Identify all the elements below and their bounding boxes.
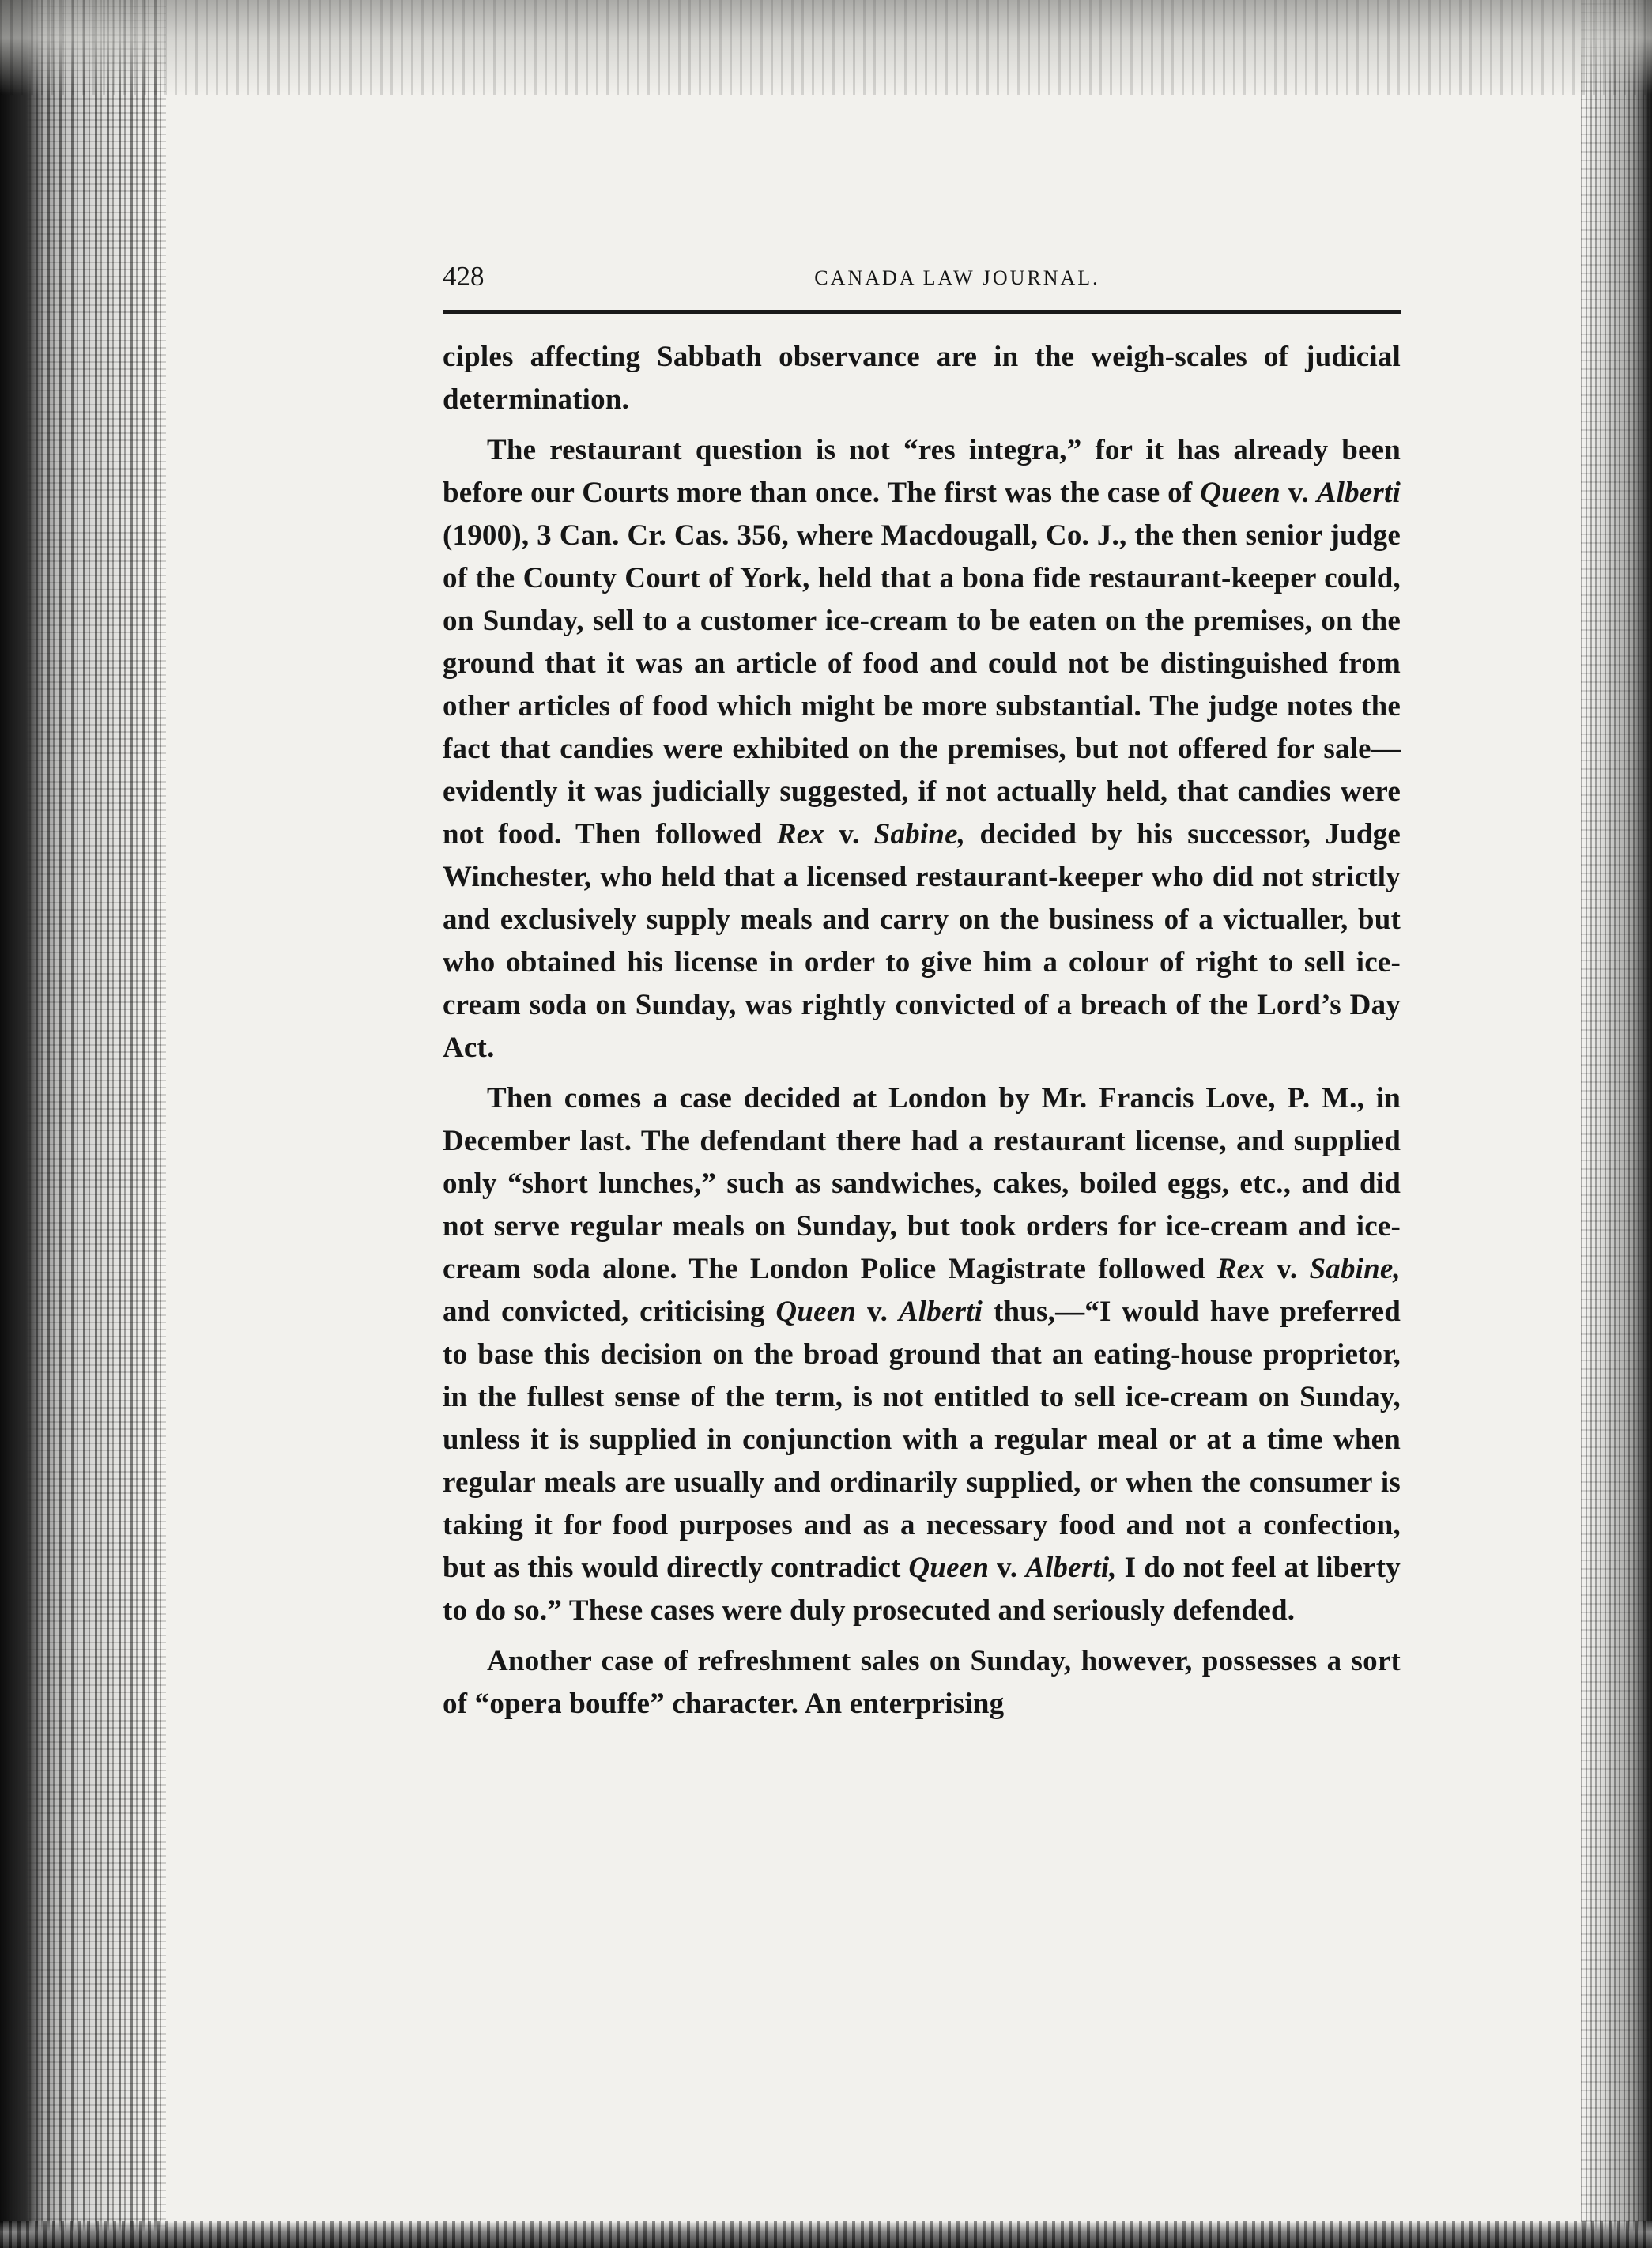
scan-edge-left-shadow [0, 0, 43, 2248]
case-name-sabine: Sabine, [873, 818, 966, 851]
p2-text-1: The restaurant question is not “res integra,” for it has already been before our Courts more than once. The first was the case of [443, 434, 1401, 509]
p2-text-3: (1900), 3 Can. Cr. Cas. 356, where Macdougall, Co. J., the then senior judge of the County Court of York, held that a bona fide restaurant-keeper could, on Sunday, sell to a customer ice-cream to be eaten on the premises, on the ground that it was an article of food and could not be distinguished from other articles of food which might be more substantial. The judge notes the fact that candies were exhibited on the premises, but not offered for sale—evidently it was judicially suggested, if not actually held, that candies were not food. Then followed [443, 519, 1401, 851]
p3-text-6: v. [989, 1552, 1026, 1584]
p3-text-4: v. [856, 1296, 899, 1328]
scan-edge-right-shadow [1635, 0, 1652, 2248]
case-name-rex: Rex [776, 818, 825, 851]
paragraph-1: ciples affecting Sabbath observance are in the weigh-scales of judicial determination. [443, 341, 1401, 416]
case-name-alberti: Alberti [1316, 477, 1401, 509]
p3-text-2: v. [1264, 1253, 1310, 1285]
page-header [443, 261, 1401, 305]
case-name-queen: Queen [908, 1552, 990, 1584]
scan-edge-top [0, 0, 1652, 95]
p2-text-2: v. [1280, 477, 1317, 509]
scan-edge-bottom [0, 2221, 1652, 2248]
paragraph-4: Another case of refreshment sales on Sunday, however, possesses a sort of “opera bouffe” character. An enterprising [443, 1645, 1401, 1720]
paragraph-3 [443, 1077, 1401, 1632]
p2-text-4: v. [824, 818, 874, 851]
paragraph-2 [443, 429, 1401, 1069]
p3-text-5: thus,—“I would have preferred to base this decision on the broad ground that an eating-house proprietor, in the fullest sense of the term, is not entitled to sell ice-cream on Sunday, unless it is supplied in conjunction with a regular meal or at a time when regular meals are usually and ordinarily supplied, or when the consumer is taking it for food purposes and as a necessary food and not a confection, but as this would directly contradict [443, 1296, 1401, 1584]
article-body [443, 336, 1401, 1726]
p3-text-1: Then comes a case decided at London by Mr. Francis Love, P. M., in December last. The defendant there had a restaurant license, and supplied only “short lunches,” such as sandwiches, cakes, boiled eggs, etc., and did not serve regular meals on Sunday, but took orders for ice-cream and ice-cream soda alone. The London Police Magistrate followed [443, 1082, 1401, 1285]
p2-text-5: decided by his successor, Judge Winchester, who held that a licensed restaurant-keeper who did not strictly and exclusively supply meals and carry on the business of a victualler, but who obtained his license in order to give him a colour of right to sell ice-cream soda on Sunday, was rightly convicted of a breach of the Lord’s Day Act. [443, 818, 1401, 1064]
p3-text-3: and convicted, criticising [443, 1296, 776, 1328]
running-head: CANADA LAW JOURNAL. [814, 266, 1100, 289]
case-name-alberti: Alberti [898, 1296, 983, 1328]
page-number: 428 [443, 261, 485, 292]
journal-page [443, 261, 1401, 1733]
case-name-queen: Queen [775, 1296, 857, 1328]
case-name-queen: Queen [1200, 477, 1280, 509]
case-name-rex: Rex [1216, 1253, 1265, 1285]
header-rule [443, 310, 1401, 314]
case-name-alberti: Alberti, [1025, 1552, 1117, 1584]
case-name-sabine: Sabine, [1309, 1253, 1401, 1285]
p3-text-7: I do not feel at liberty to do so.” These cases were duly prosecuted and seriously defended. [443, 1552, 1401, 1627]
